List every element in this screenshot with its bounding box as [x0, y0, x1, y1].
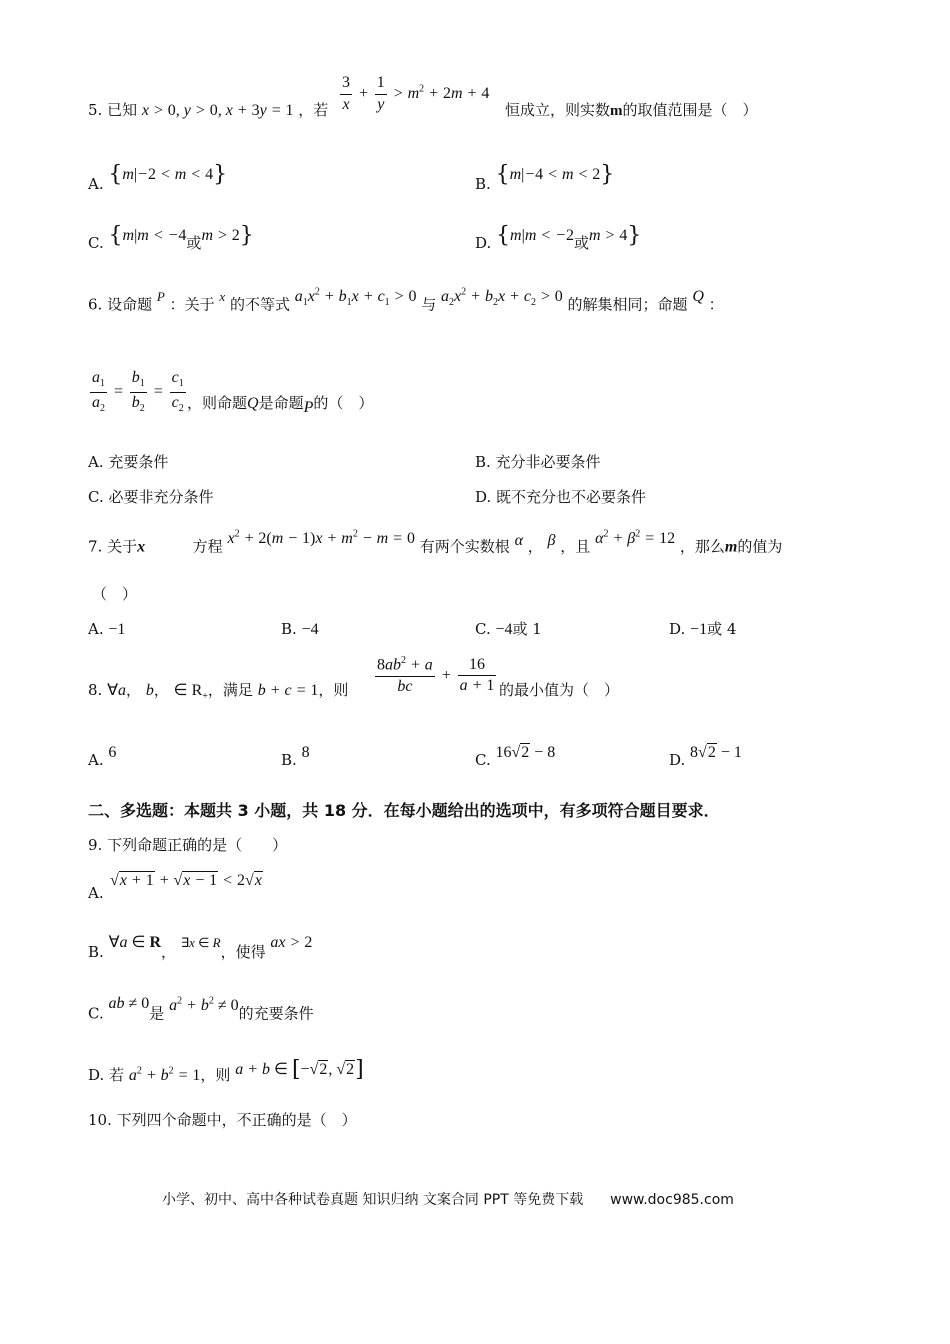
- q5-condition: x > 0, y > 0, x + 3y = 1: [141, 102, 294, 119]
- q6-stem: 6. 设命题 P ：关于 x 的不等式 $a_1x^2 + b_1x + c_1 > 0$ 与 $a_2x^2 + b_2x + c_2 > 0$ 的解集相同；命题 Q ：: [88, 287, 724, 314]
- q9-option-c: C. ab ≠ 0是 $a^2 + b^2 \ne 0$的充要条件: [88, 995, 314, 1023]
- section-heading-multiple-choice: 二、多选题：本题共 3 小题，共 18 分．在每小题给出的选项中，有多项符合题目要求．: [88, 801, 720, 820]
- q9-option-b: B. ∀a ∈ R， ∃x ∈ R，使得 ax > 2: [88, 934, 313, 961]
- q8-option-d: D. 8√2 − 1: [669, 744, 742, 769]
- q7-stem: 7. 关于x 方程 $x^2 + 2(m - 1)x + m^2 - m = 0$ 有两个实数根 α ， β ，且 $\alpha^2 + \beta^2 = 12$ ，那么m的值为: [88, 529, 783, 556]
- q5-stem-end: 恒成立，则实数m的取值范围是（ ）: [505, 101, 758, 119]
- q5-option-d: D. {m|m < −2或m > 4}: [475, 223, 642, 252]
- q5-option-c: C. {m|m < −4或m > 2}: [88, 223, 254, 252]
- q8-stem-end: 的最小值为（ ）: [499, 681, 620, 699]
- q9-option-a-expr: √x + 1 + √x − 1 < 2√x: [110, 872, 262, 889]
- footer-link[interactable]: www.doc985.com: [610, 1192, 734, 1208]
- q7-paren: （ ）: [92, 585, 138, 603]
- q8-stem: 8. ∀a， b， ∈ $R_+$，满足 b + c = 1，则: [88, 681, 349, 703]
- q5-inequality: $\frac{3}{x}$ + $\frac{1}{y}$ > $m^2 + 2m + 4$: [342, 74, 490, 113]
- q8-option-b: B. 8: [281, 744, 310, 769]
- footer-text: 小学、初中、高中各种试卷真题 知识归纳 文案合同 PPT 等免费下载 www.doc985.com: [162, 1192, 734, 1208]
- q6-stem-end: ，则命题Q是命题P的（ ）: [187, 394, 374, 416]
- q10-stem: 10. 下列四个命题中，不正确的是（ ）: [88, 1111, 357, 1129]
- q9-option-a: A.: [88, 884, 104, 902]
- q6-option-c: C. 必要非充分条件: [88, 488, 214, 506]
- q8-option-c: C. 16√2 − 8: [475, 744, 556, 769]
- q8-option-a: A. 6: [88, 744, 117, 769]
- q7-option-d: D. −1或 4: [669, 620, 737, 638]
- q5-option-a: A. {m|−2 < m < 4}: [88, 162, 228, 193]
- q7-option-b: B. −4: [281, 620, 319, 638]
- q6-proposition-q: $\frac{a_1}{a_2}$ = $\frac{b_1}{b_2}$ = $\frac{c_1}{c_2}$: [92, 369, 184, 414]
- q9-stem: 9. 下列命题正确的是（ ）: [88, 836, 288, 854]
- q6-option-b: B. 充分非必要条件: [475, 453, 601, 471]
- q7-option-c: C. −4或 1: [475, 620, 542, 638]
- q6-option-d: D. 既不充分也不必要条件: [475, 488, 647, 506]
- q7-option-a: A. −1: [88, 620, 126, 638]
- q5-stem: 5. 已知 x > 0, y > 0, x + 3y = 1 ，若: [88, 101, 329, 119]
- q5-option-b: B. {m|−4 < m < 2}: [475, 162, 615, 193]
- q6-option-a: A. 充要条件: [88, 453, 169, 471]
- q9-option-d: D. 若 $a^2 + b^2 = 1$，则 a + b ∈ [−√2, √2]: [88, 1057, 364, 1084]
- q8-expression: $\frac{8ab^2 + a}{bc}$ + $\frac{16}{a + 1}$: [377, 655, 495, 696]
